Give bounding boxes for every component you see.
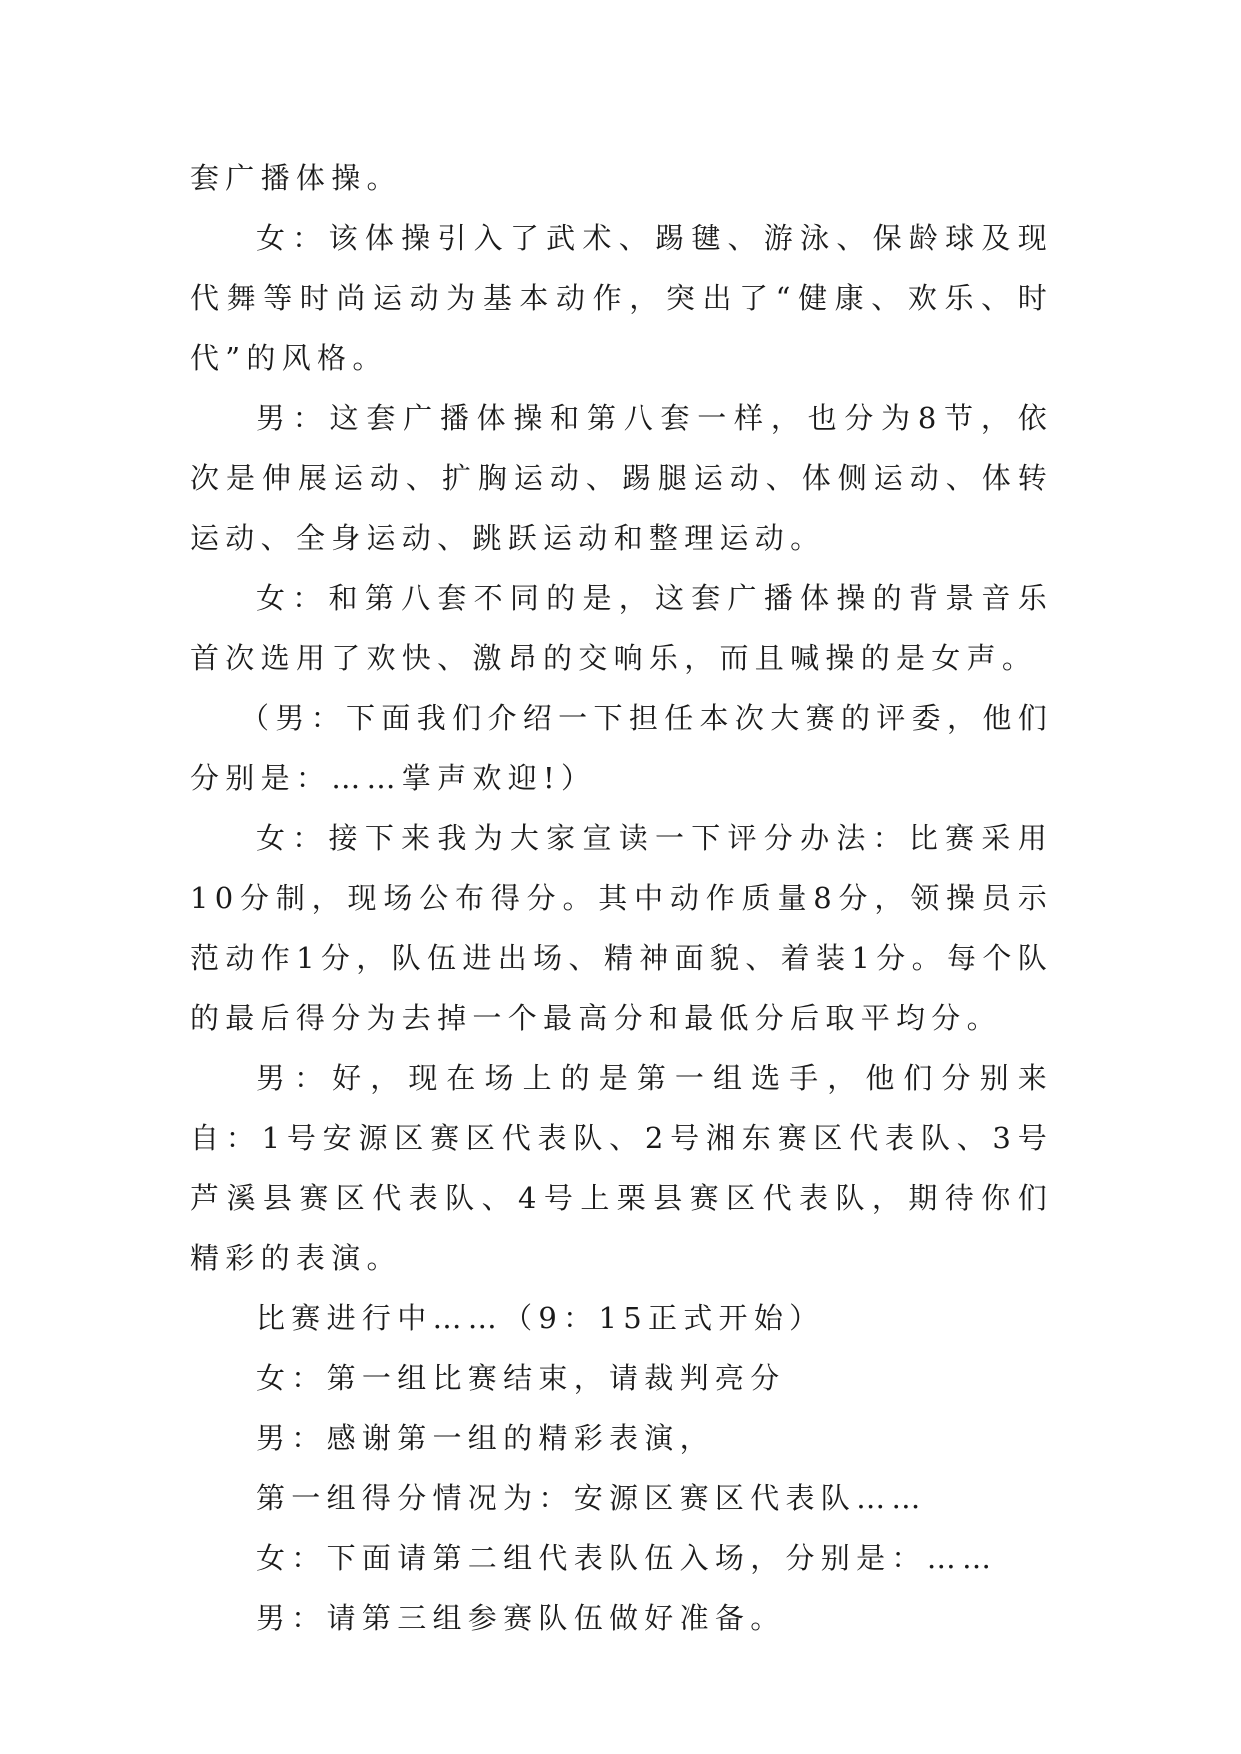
paragraph-continuation: 套广播体操。 xyxy=(190,161,402,195)
paragraph-scoring-rules: 女：接下来我为大家宣读一下评分办法：比赛采用10分制，现场公布得分。其中动作质量8分，领操员示范动作1分，队伍进出场、精神面貌、着装1分。每个队的最后得分为去掉一个最高分和最低分后取平均分。 xyxy=(190,821,1053,1035)
paragraph-female-exercise-intro: 女：该体操引入了武术、踢毽、游泳、保龄球及现代舞等时尚运动为基本动作，突出了“健康、欢乐、时代”的风格。 xyxy=(190,221,1053,375)
paragraph-group-two-entry: 女：下面请第二组代表队伍入场，分别是：…… xyxy=(256,1541,998,1575)
paragraph-female-music: 女：和第八套不同的是，这套广播体操的背景音乐首次选用了欢快、激昂的交响乐，而且喊操的是女声。 xyxy=(190,581,1053,675)
paragraph-judges-intro: （男：下面我们介绍一下担任本次大赛的评委，他们分别是：……掌声欢迎!） xyxy=(190,701,1053,795)
paragraph-thanks-group-one: 男：感谢第一组的精彩表演， xyxy=(256,1421,715,1455)
document-body xyxy=(190,148,1053,1648)
paragraph-group-one-end: 女：第一组比赛结束，请裁判亮分 xyxy=(256,1361,786,1395)
paragraph-group-one-scores: 第一组得分情况为：安源区赛区代表队…… xyxy=(256,1481,927,1515)
paragraph-group-one-teams: 男：好，现在场上的是第一组选手，他们分别来自：1号安源区赛区代表队、2号湘东赛区代表队、3号芦溪县赛区代表队、4号上栗县赛区代表队，期待你们精彩的表演。 xyxy=(190,1061,1053,1275)
paragraph-competition-in-progress: 比赛进行中……（9：15正式开始） xyxy=(256,1301,825,1335)
paragraph-male-sections: 男：这套广播体操和第八套一样，也分为8节，依次是伸展运动、扩胸运动、踢腿运动、体侧运动、体转运动、全身运动、跳跃运动和整理运动。 xyxy=(190,401,1053,555)
paragraph-group-three-prepare: 男：请第三组参赛队伍做好准备。 xyxy=(256,1601,786,1635)
